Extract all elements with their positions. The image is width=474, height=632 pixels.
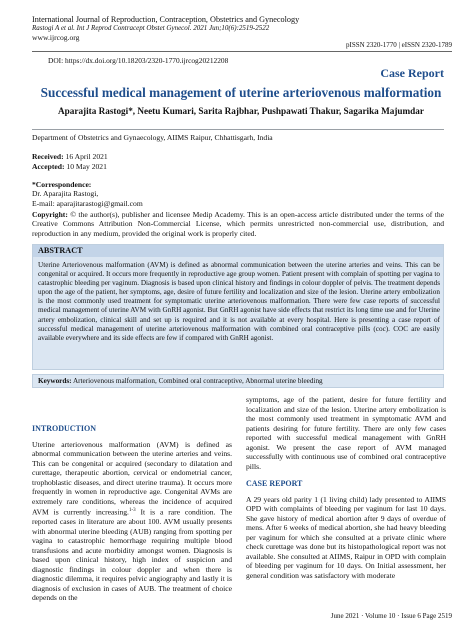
keywords-text: Arteriovenous malformation, Combined oral contraceptive, Abnormal uterine bleeding xyxy=(72,377,323,385)
case-report-heading: CASE REPORT xyxy=(246,479,303,488)
introduction-heading: INTRODUCTION xyxy=(32,424,97,433)
accepted-date xyxy=(32,162,444,171)
correspondence-block xyxy=(32,180,444,208)
intro-text-part1: Uterine arteriovenous malformation (AVM) is defined as abnormal communication between the uterine arteries and veins. This can be congenital or acquired (secondary to dilatation and curettage, therapeutic abortion, cervical or endometrial cancer, trophoblastic diseases, and direct uterine trauma). It occurs more frequently in women in reproductive age. Congenital AVMs are extremely rare conditions, whereas the incidence of acquired AVM is currently increasing. xyxy=(32,439,232,517)
page-footer: June 2021 · Volume 10 · Issue 6 Page 2519 xyxy=(330,612,452,620)
affiliation: Department of Obstetrics and Gynaecology, AIIMS Raipur, Chhattisgarh, India xyxy=(32,133,273,142)
copyright-label: Copyright: xyxy=(32,210,68,219)
article-title: Successful medical management of uterine arteriovenous malformation xyxy=(40,85,442,100)
case-report-text: A 29 years old parity 1 (1 living child) lady presented to AIIMS OPD with complaints of bleeding per vaginum for last 10 days. She gave history of medical abortion after 9 days of overdue of mens. After 6 weeks of medical abortion, she had heavy bleeding per vaginum for which she consulted at a private clinic where check curettage was done but its histopathological report was not available. She consulted at AIIMS, Raipur in OPD with complain of bleeding per vaginum for 10 days. On Initial assessment, her general condition was satisfactory with moderate xyxy=(246,494,446,580)
issn-line: pISSN 2320-1770 | eISSN 2320-1789 xyxy=(345,41,452,49)
journal-website[interactable]: www.ijrcog.org xyxy=(32,33,80,42)
introduction-text xyxy=(32,440,232,603)
divider xyxy=(32,129,444,130)
article-type: Case Report xyxy=(380,66,444,80)
abstract-heading: ABSTRACT xyxy=(33,245,443,257)
intro-text-part2: It is a rare condition. The reported cases in literature are about 100. AVM usually presents with abnormal uterine bleeding (AUB) ranging from spotting per vagina to catastrophic hemorrhage requiring multiple blood transfusions and acute morbidity amongst women. Diagnosis is based upon clinical history, high index of suspicion and diagnostic findings in colour doppler and when there is diagnostic dilemma, it requires pelvic angiography and lastly it is diagnosis of exclusion in cases of AUB. The treatment of choice depends on the xyxy=(32,507,233,603)
accepted-value: 10 May 2021 xyxy=(66,162,107,171)
correspondence-email[interactable]: E-mail: aparajitarastogi@gmail.com xyxy=(32,198,143,208)
keywords-box xyxy=(32,374,444,388)
accepted-label: Accepted: xyxy=(32,162,65,171)
keywords-label: Keywords: xyxy=(38,377,72,385)
correspondence-label: *Correspondence: xyxy=(32,180,92,189)
intro-continued-text: symptoms, age of the patient, desire for future fertility and localization and size of the lesion. Uterine artery embolization is the most commonly used treatment in symptomatic AVM and patients desiring for future fertility. There are only few cases reported with successful medical management with GnRH agonist. We present the case report of AVM managed successfully with continuous use of combined oral contraceptive pills. xyxy=(246,395,446,471)
citation-superscript[interactable]: 1-3 xyxy=(128,508,136,513)
doi-link[interactable]: DOI: https://dx.doi.org/10.18203/2320-1770.ijrcog20212208 xyxy=(48,56,229,65)
received-label: Received: xyxy=(32,152,64,161)
journal-header xyxy=(32,15,452,42)
left-column xyxy=(32,424,232,603)
right-column xyxy=(246,395,446,580)
author-list: Aparajita Rastogi*, Neetu Kumari, Sarita Rajbhar, Pushpawati Thakur, Sagarika Majumdar xyxy=(58,106,424,116)
correspondence-name: Dr. Aparajita Rastogi, xyxy=(32,189,99,199)
citation-line: Rastogi A et al. Int J Reprod Contracept Obstet Gynecol. 2021 Jun;10(6):2519-2522 xyxy=(32,24,270,32)
copyright-notice xyxy=(32,210,444,238)
received-value: 16 April 2021 xyxy=(65,152,108,161)
received-date xyxy=(32,152,444,161)
abstract-text: Uterine Arteriovenous malformation (AVM) is defined as abnormal communication between the uterine arteries and veins. This can be congenital or acquired. It occurs more frequently in reproductive age group women. Patient present with complain of spotting per vagina to catastrophic bleeding per vaginum. Diagnosis is based upon clinical history and findings in colour doppler of pelvis. The treatment depends upon the age of the patient, her symptoms, age, desire of future fertility and localization and size of the lesion. Uterine artery embolization is the most commonly used treatment for symptomatic uterine arteriovenous malformation. There were few case reports of successful medical management of uterine AVM with GnRH agonist. But GnRH agonist have side effects that restrict its long time use and for Uterine artery embolization, clinical skill and set up is required and it is not available at every hospital. Here is presenting a case report of successful medical management of uterine arteriovenous malformation with combined oral contraceptive pills (coc). COC are easily available everywhere and its side effects are few if compared with GnRH agonist. xyxy=(38,261,440,342)
journal-name: International Journal of Reproduction, Contraception, Obstetrics and Gynecology xyxy=(32,15,300,24)
copyright-text: © the author(s), publisher and licensee Medip Academy. This is an open-access article distributed under the terms of the Creative Commons Attribution Non-Commercial License, which permits unrestricted non-commercial use, distribution, and reproduction in any medium, provided the original work is properly cited. xyxy=(32,210,444,238)
abstract-box xyxy=(32,244,444,370)
header-divider xyxy=(32,51,452,52)
